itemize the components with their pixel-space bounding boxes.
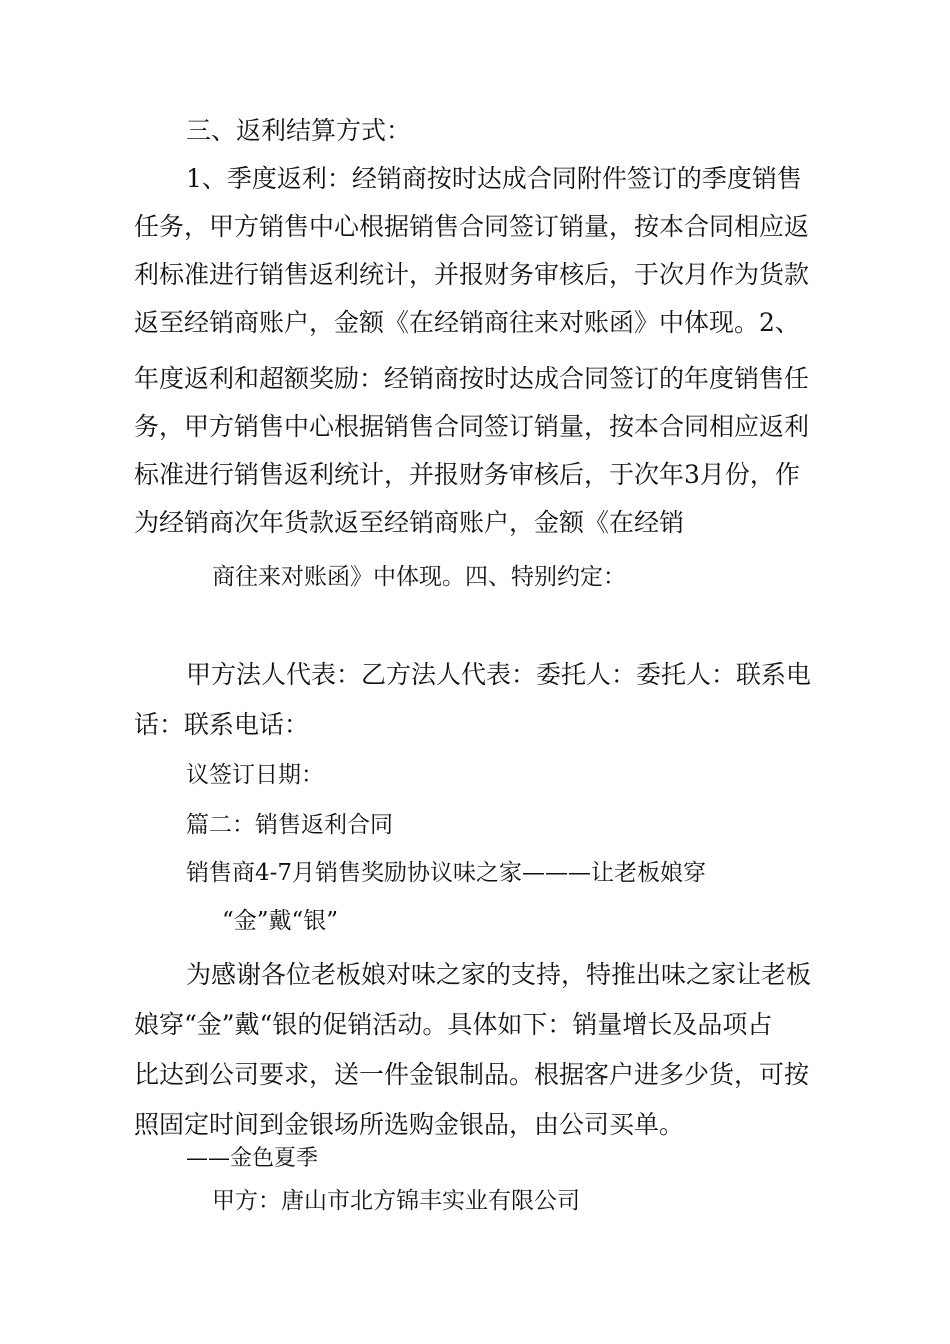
paragraph-line: 务，甲方销售中心根据销售合同签订销量，按本合同相应返利: [134, 412, 810, 441]
paragraph-line: 照固定时间到金银场所选购金银品，由公司买单。: [134, 1110, 685, 1139]
paragraph-line: 为经销商次年货款返至经销商账户，金额《在经销: [134, 508, 685, 537]
paragraph-line: 返至经销商账户，金额《在经销商往来对账函》中体现。2、: [134, 308, 800, 337]
signature-block-line: 甲方法人代表：乙方法人代表：委托人：委托人：联系电: [186, 660, 812, 689]
paragraph-line: 1、季度返利：经销商按时达成合同附件签订的季度销售: [186, 164, 802, 193]
paragraph-line: 标准进行销售返利统计，并报财务审核后，于次年3月份，作: [134, 460, 800, 489]
paragraph-line: 为感谢各位老板娘对味之家的支持，特推出味之家让老板: [186, 960, 812, 989]
agreement-subtitle: “金”戴“银”: [222, 908, 339, 934]
section-heading-part-two: 篇二：销售返利合同: [186, 812, 393, 838]
party-a-line: 甲方：唐山市北方锦丰实业有限公司: [212, 1188, 580, 1214]
paragraph-line: 任务，甲方销售中心根据销售合同签订销量，按本合同相应返: [134, 212, 810, 241]
paragraph-line: 比达到公司要求，送一件金银制品。根据客户进多少货，可按: [134, 1060, 810, 1089]
paragraph-line: 年度返利和超额奖励：经销商按时达成合同签订的年度销售任: [134, 364, 810, 393]
paragraph-line: 商往来对账函》中体现。四、特别约定：: [212, 564, 626, 590]
campaign-name: ——金色夏季: [186, 1146, 319, 1171]
signature-block-line: 话：联系电话：: [134, 710, 310, 739]
paragraph-line: 娘穿“金”戴“银的促销活动。具体如下：销量增长及品项占: [134, 1010, 773, 1039]
signing-date-label: 议签订日期：: [186, 762, 324, 788]
agreement-title: 销售商4-7月销售奖励协议味之家———让老板娘穿: [186, 860, 707, 886]
paragraph-line: 利标准进行销售返利统计，并报财务审核后，于次月作为货款: [134, 260, 810, 289]
section-heading-rebate-settlement: 三、返利结算方式：: [186, 116, 412, 145]
